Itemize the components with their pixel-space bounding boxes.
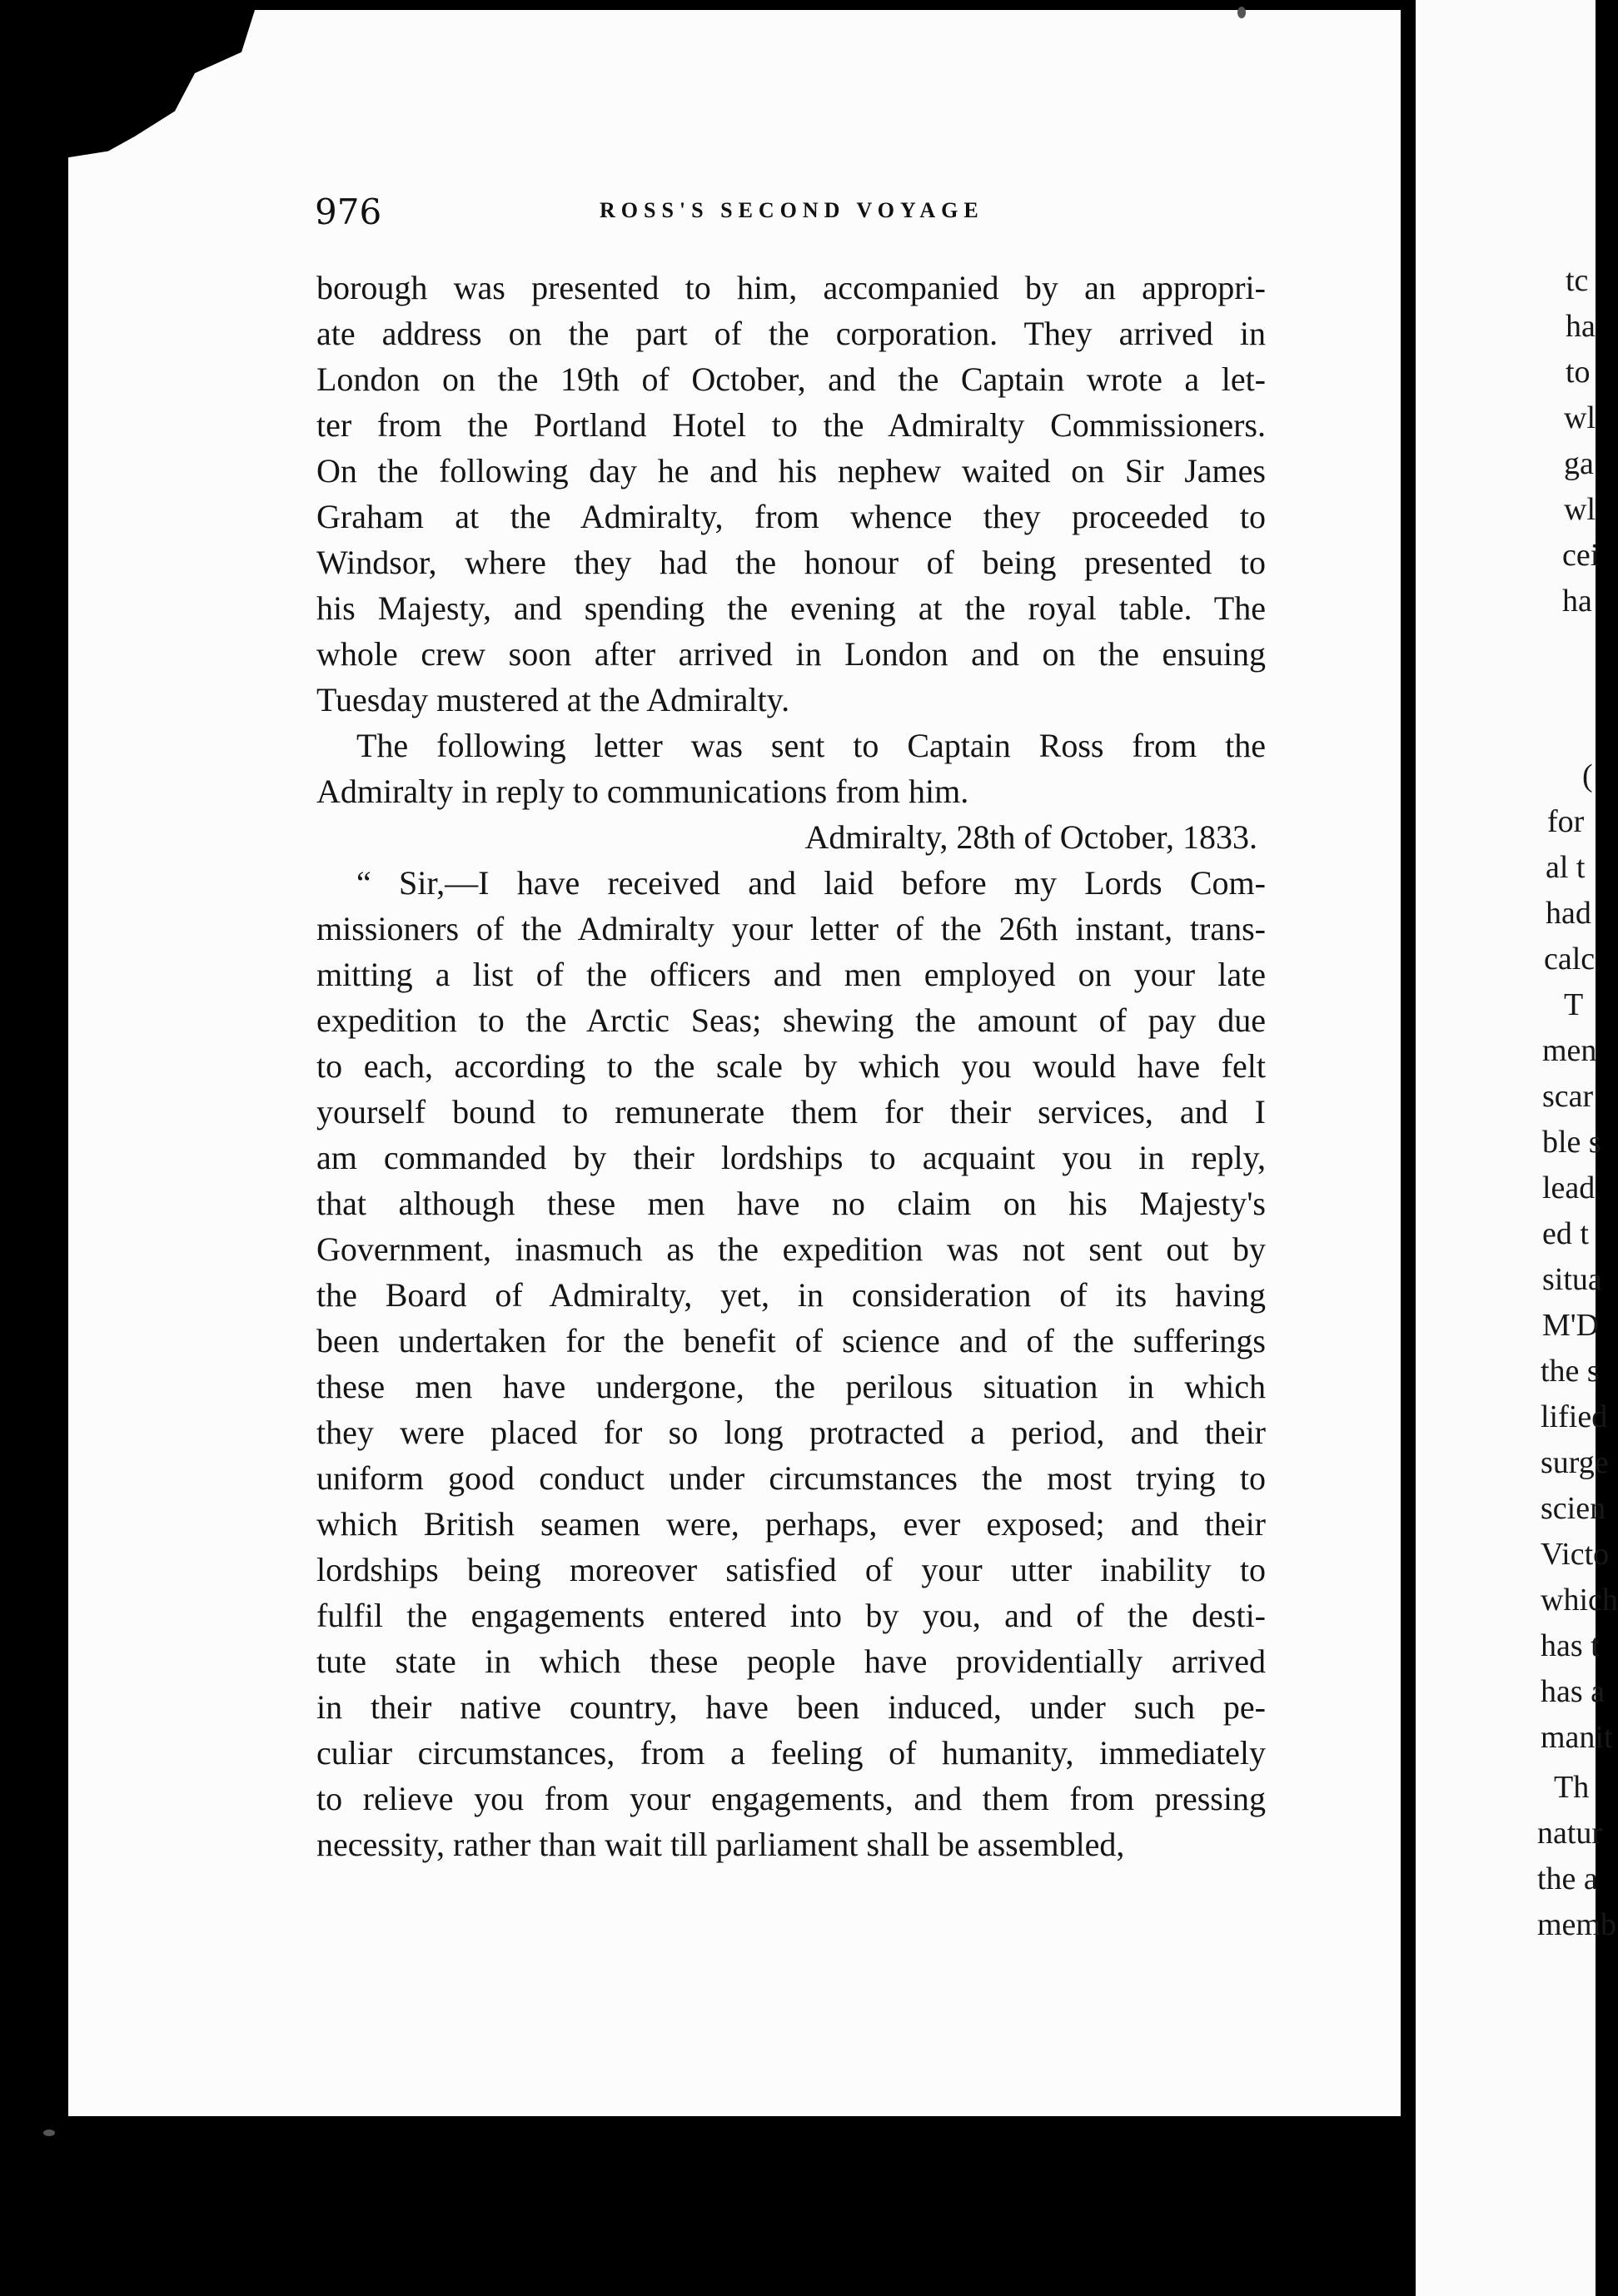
text-line: to relieve you from your engagements, and them from pressing: [316, 1780, 1266, 1817]
facing-text-fragment: to: [1566, 355, 1591, 390]
text-line: they were placed for so long protracted a period, and their: [316, 1414, 1266, 1451]
facing-text-fragment: scien: [1541, 1491, 1606, 1526]
page-header: [315, 191, 1272, 241]
text-line: in their native country, have been induced, under such pe-: [316, 1688, 1266, 1726]
text-line: fulfil the engagements entered into by you, and of the desti-: [316, 1597, 1266, 1634]
facing-text-fragment: for: [1547, 804, 1585, 839]
text-line: ter from the Portland Hotel to the Admiralty Commissioners.: [316, 406, 1266, 444]
facing-text-fragment: had: [1546, 896, 1591, 931]
facing-text-fragment: cei: [1562, 538, 1600, 573]
letter-dateline: Admiralty, 28th of October, 1833.: [804, 818, 1257, 856]
text-line: his Majesty, and spending the evening at the royal table. The: [316, 589, 1266, 627]
facing-text-fragment: situa: [1542, 1262, 1602, 1297]
facing-text-fragment: memb: [1537, 1907, 1616, 1942]
text-line: to each, according to the scale by which you would have felt: [316, 1047, 1266, 1085]
facing-text-fragment: manit: [1541, 1720, 1613, 1755]
page-speck: [43, 2130, 55, 2136]
text-line: Admiralty in reply to communications from him.: [316, 773, 969, 810]
text-line: lordships being moreover satisfied of your utter inability to: [316, 1551, 1266, 1588]
facing-text-fragment: lead: [1542, 1170, 1596, 1205]
text-line: borough was presented to him, accompanied by an appropri-: [316, 269, 1266, 306]
text-line: Windsor, where they had the honour of being presented to: [316, 544, 1266, 581]
facing-text-fragment: surge: [1541, 1445, 1609, 1480]
facing-text-fragment: M'D: [1542, 1308, 1600, 1343]
facing-text-fragment: T: [1564, 987, 1584, 1022]
text-line: ate address on the part of the corporation. They arrived in: [316, 315, 1266, 352]
facing-text-fragment: has t: [1541, 1628, 1600, 1663]
facing-text-fragment: (: [1582, 758, 1593, 793]
facing-text-fragment: Victo: [1541, 1537, 1610, 1572]
text-line: which British seamen were, perhaps, ever exposed; and their: [316, 1505, 1266, 1543]
page-speck: [1237, 7, 1246, 18]
facing-text-fragment: natur: [1537, 1816, 1603, 1851]
text-line: that although these men have no claim on his Majesty's: [316, 1185, 1266, 1222]
facing-text-fragment: ha: [1562, 584, 1592, 619]
facing-text-fragment: ble s: [1542, 1125, 1601, 1160]
running-head: ROSS'S SECOND VOYAGE: [600, 198, 984, 222]
text-line: mitting a list of the officers and men employed on your late: [316, 956, 1266, 993]
facing-text-fragment: the a: [1537, 1861, 1598, 1896]
text-line: Graham at the Admiralty, from whence they proceeded to: [316, 498, 1266, 535]
facing-text-fragment: has a: [1541, 1674, 1606, 1709]
facing-text-fragment: the s: [1541, 1354, 1600, 1389]
text-line: necessity, rather than wait till parliament shall be assembled,: [316, 1826, 1125, 1863]
facing-text-fragment: ga: [1564, 446, 1594, 481]
text-line: uniform good conduct under circumstances the most trying to: [316, 1459, 1266, 1497]
facing-text-fragment: ed t: [1542, 1216, 1589, 1251]
letter-dateline-wrap: [316, 814, 1266, 860]
text-line: Tuesday mustered at the Admiralty.: [316, 681, 790, 718]
text-line: whole crew soon after arrived in London and on the ensuing: [316, 635, 1266, 673]
facing-text-fragment: which: [1541, 1583, 1618, 1618]
text-line: the Board of Admiralty, yet, in consideration of its having: [316, 1276, 1266, 1314]
facing-text-fragment: men: [1542, 1033, 1597, 1068]
facing-text-fragment: wl: [1564, 492, 1596, 527]
facing-text-fragment: Th: [1554, 1770, 1590, 1805]
facing-text-fragment: lified: [1541, 1399, 1608, 1434]
text-line: am commanded by their lordships to acquaint you in reply,: [316, 1139, 1266, 1176]
letter-body: [316, 860, 1266, 1867]
facing-text-fragment: calc: [1544, 942, 1596, 977]
facing-text-fragment: scar: [1542, 1079, 1594, 1114]
text-line: London on the 19th of October, and the Captain wrote a let-: [316, 360, 1266, 398]
body-text: [316, 265, 1266, 1867]
text-line: been undertaken for the benefit of science and of the sufferings: [316, 1322, 1266, 1359]
text-line: tute state in which these people have providentially arrived: [316, 1642, 1266, 1680]
facing-text-fragment: wl: [1564, 400, 1596, 435]
text-line: missioners of the Admiralty your letter of the 26th instant, trans-: [316, 910, 1266, 947]
text-line: Government, inasmuch as the expedition was not sent out by: [316, 1230, 1266, 1268]
text-line: yourself bound to remunerate them for their services, and I: [316, 1093, 1266, 1131]
text-line: these men have undergone, the perilous situation in which: [316, 1368, 1266, 1405]
text-line: culiar circumstances, from a feeling of humanity, immediately: [316, 1734, 1266, 1772]
paragraph-arrival: [316, 265, 1266, 723]
text-line: “ Sir,—I have received and laid before my Lords Com-: [356, 864, 1266, 902]
text-line: The following letter was sent to Captain Ross from the: [356, 727, 1266, 764]
paragraph-letter-intro: [316, 723, 1266, 814]
text-line: On the following day he and his nephew waited on Sir James: [316, 452, 1266, 490]
facing-text-fragment: al t: [1546, 850, 1586, 885]
facing-text-fragment: tc: [1566, 263, 1589, 298]
page-number: 976: [315, 191, 382, 232]
text-line: expedition to the Arctic Seas; shewing the amount of pay due: [316, 1001, 1266, 1039]
facing-text-fragment: ha: [1566, 309, 1596, 344]
